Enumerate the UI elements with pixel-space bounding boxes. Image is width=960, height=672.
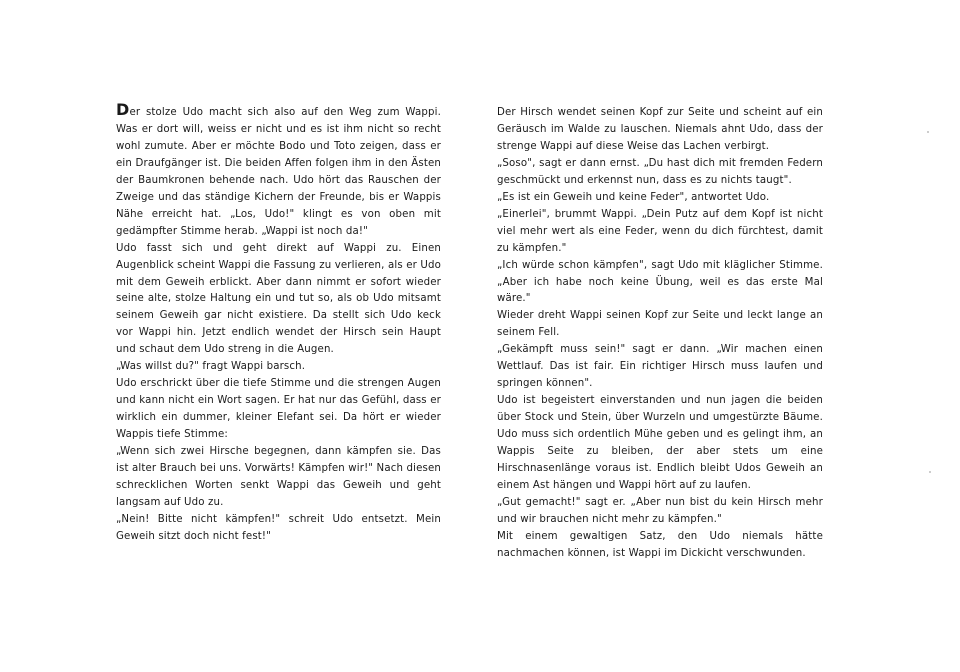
paragraph: Udo erschrickt über die tiefe Stimme und die strengen Augen und kann nicht ein Wort sagen. Er hat nur das Gefühl, dass er wirklich ein dummer, kleiner Elefant sei. Da hört er wieder Wappis tiefe Stimme: — [116, 378, 441, 441]
paragraph: „Was willst du?" fragt Wappi barsch. — [116, 361, 306, 373]
paragraph: „Einerlei", brummt Wappi. „Dein Putz auf dem Kopf ist nicht viel mehr wert als eine Feder, wenn du dich fürchtest, damit zu kämpfen." — [497, 208, 823, 254]
drop-cap: D — [116, 100, 130, 119]
paragraph — [116, 100, 441, 241]
paragraph: „Gekämpft muss sein!" sagt er dann. „Wir machen einen Wettlauf. Das ist fair. Ein richtiger Hirsch muss laufen und springen können". — [497, 344, 823, 390]
paragraph: „Wenn sich zwei Hirsche begegnen, dann kämpfen sie. Das ist alter Brauch bei uns. Vorwärts! Kämpfen wir!" Nach diesen schrecklichen Worten senkt Wappi das Geweih und geht langsam auf Udo zu. — [116, 446, 441, 508]
paragraph: Udo ist begeistert einverstanden und nun jagen die beiden über Stock und Stein, über Wurzeln und umgestürzte Bäume. Udo muss sich ordentlich Mühe geben und es gelingt ihm, an Wappis Seite zu bleiben, der aber stets um eine Hirschnasenlänge voraus ist. Endlich bleibt Udos Geweih an einem Ast hängen und Wappi hört auf zu laufen. — [497, 395, 823, 491]
paragraph: „Soso", sagt er dann ernst. „Du hast dich mit fremden Federn geschmückt und erkennst nun, dass es zu nichts taugt". — [497, 157, 823, 186]
left-text-column — [116, 100, 441, 546]
paragraph: „Es ist ein Geweih und keine Feder", antwortet Udo. — [497, 191, 770, 203]
paragraph: „Nein! Bitte nicht kämpfen!" schreit Udo entsetzt. Mein Geweih sitzt doch nicht fest!" — [116, 513, 441, 542]
paragraph-text: er stolze Udo macht sich also auf den Weg zum Wappi. Was er dort will, weiss er nicht und es ist ihm nicht so recht wohl zumute. Aber er möchte Bodo und Toto zeigen, dass er ein Draufgänger ist. Die beiden Affen folgen ihm in den Ästen der Baumkronen behende nach. Udo hört das Rauschen der Zweige und das ständige Kichern der Freunde, bis er Wappis Nähe erreicht hat. „Los, Udo!" klingt es von oben mit gedämpfter Stimme herab. „Wappi ist noch da!" — [116, 107, 441, 237]
scan-speck — [927, 131, 929, 133]
right-text-column — [497, 105, 823, 563]
paragraph: Der Hirsch wendet seinen Kopf zur Seite und scheint auf ein Geräusch im Walde zu lauschen. Niemals ahnt Udo, dass der strenge Wappi auf diese Weise das Lachen verbirgt. — [497, 107, 823, 152]
paragraph: „Gut gemacht!" sagt er. „Aber nun bist du kein Hirsch mehr und wir brauchen nicht mehr zu kämpfen." — [497, 496, 823, 525]
paragraph: Wieder dreht Wappi seinen Kopf zur Seite und leckt lange an seinem Fell. — [497, 310, 823, 339]
paragraph: Mit einem gewaltigen Satz, den Udo niemals hätte nachmachen können, ist Wappi im Dickicht verschwunden. — [497, 530, 823, 559]
paragraph: „Ich würde schon kämpfen", sagt Udo mit kläglicher Stimme. „Aber ich habe noch keine Übung, weil es das erste Mal wäre." — [497, 259, 823, 305]
paragraph: Udo fasst sich und geht direkt auf Wappi zu. Einen Augenblick scheint Wappi die Fassung zu verlieren, als er Udo mit dem Geweih erblickt. Aber dann nimmt er sofort wieder seine alte, stolze Haltung ein und tut so, als ob Udo mitsamt seinem Geweih gar nicht existiere. Da stellt sich Udo keck vor Wappi hin. Jetzt endlich wendet der Hirsch sein Haupt und schaut dem Udo streng in die Augen. — [116, 242, 441, 356]
scan-speck — [929, 471, 931, 473]
